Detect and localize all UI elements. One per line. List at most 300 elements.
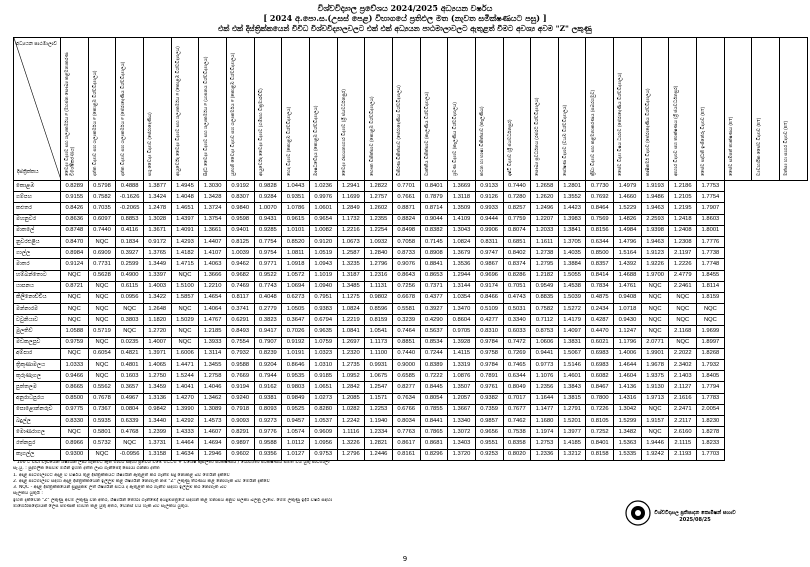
z-score-cell: 1.5857 [171, 292, 199, 303]
column-header [254, 38, 282, 181]
z-score-cell: 0.7440 [88, 225, 116, 236]
z-score-cell: 0.4277 [475, 315, 503, 326]
z-score-cell: 0.9124 [61, 259, 89, 270]
z-score-cell: 0.9753 [309, 449, 337, 460]
z-score-cell: NQC [116, 326, 144, 337]
z-score-cell: NQC [171, 270, 199, 281]
z-score-cell: NQC [697, 315, 725, 326]
z-score-cell: 1.0572 [282, 270, 310, 281]
z-score-cell: 0.8159 [365, 315, 393, 326]
z-score-cell: 0.9441 [531, 348, 559, 359]
z-score-cell: 1.2791 [558, 404, 586, 415]
column-header-label: සෞඛ්‍ය ප්‍රවර්ධනය (රජරට විශ්වවිද්‍යාලය) [534, 97, 540, 176]
z-score-cell: 1.4109 [448, 214, 476, 225]
z-score-cell: 1.0127 [282, 449, 310, 460]
z-score-cell: 1.7783 [697, 393, 725, 404]
z-score-cell: 1.2186 [669, 181, 697, 192]
z-score-cell: 1.2195 [669, 203, 697, 214]
z-score-cell: 1.4607 [199, 427, 227, 438]
z-score-cell: 1.3226 [337, 438, 365, 449]
z-score-cell: NQC [669, 337, 697, 348]
z-score-cell: -0.0956 [116, 449, 144, 460]
z-score-cell: 1.8268 [697, 348, 725, 359]
z-score-cell: 0.9382 [475, 393, 503, 404]
z-score-cell: 1.2496 [531, 203, 559, 214]
z-score-cell: 0.9840 [226, 203, 254, 214]
z-score-cell: 0.7222 [420, 371, 448, 382]
table-row [14, 281, 808, 292]
z-score-cell: 1.8114 [697, 281, 725, 292]
z-score-cell: 0.9867 [475, 259, 503, 270]
z-score-cell: 1.3671 [143, 225, 171, 236]
z-score-cell: NQC [641, 404, 669, 415]
z-score-cell: 0.6344 [503, 371, 531, 382]
z-score-cell: 1.1116 [337, 427, 365, 438]
z-score-cell: 0.9044 [420, 214, 448, 225]
z-score-cell: 0.9284 [254, 192, 282, 203]
table-row [14, 192, 808, 203]
z-score-cell: 0.8908 [420, 248, 448, 259]
z-score-cell: 1.3765 [143, 248, 171, 259]
z-score-cell: 0.5719 [88, 326, 116, 337]
corner-diagonal [14, 38, 61, 180]
z-score-cell: 1.2334 [365, 427, 393, 438]
z-score-cell: 1.2105 [669, 192, 697, 203]
z-score-cell: 1.0918 [282, 259, 310, 270]
table-row [14, 214, 808, 225]
z-score-cell: 0.7754 [254, 236, 282, 247]
z-score-cell: 1.2796 [365, 259, 393, 270]
z-score-cell: 0.9444 [475, 214, 503, 225]
column-header-label: දන්ත විද්‍යාව සහ ශල්‍යකර්මය # (පේරාදෙණිය විශ්වවිද්‍යාලය) [119, 61, 125, 176]
z-score-cell: 0.7367 [88, 404, 116, 415]
z-score-cell: 0.8596 [365, 304, 393, 315]
table-row [14, 371, 808, 382]
column-header-label: ආහාර විද්‍යාව සහ තාක්ෂණය (ශ්‍රී ජයවර්ධනපුර) [672, 85, 678, 176]
footnote-line: * 100 ට වඩා වැඩියෙන් ශිෂ්‍යයන් ලබා ගැනීමට ඇති මාර්ග සඳහා ප්‍රවේශ වීමේ මට්ටම # විශේෂ කුසලතා පරීක්ෂණය / යෝග්‍යතා පරීක්ෂණය සමත් විය යුතු පාඨමාලා [13, 460, 330, 465]
z-score-cell: 1.2840 [365, 248, 393, 259]
z-score-cell: 0.6983 [586, 360, 614, 371]
z-score-cell: 1.1940 [365, 415, 393, 426]
z-score-cell: 1.4107 [199, 248, 227, 259]
z-score-cell: 1.3043 [448, 225, 476, 236]
column-header-label: විකිරණ චිකිත්සාව (පේරාදෙණිය විශ්වවිද්‍යාලය) [396, 85, 402, 176]
header-line-1: විශ්වවිද්‍යාල ප්‍රවේශය 2024/2025 අධ්‍යයන වර්ෂය [317, 3, 493, 13]
z-score-cell: 0.6054 [88, 348, 116, 359]
z-score-cell: 1.0694 [282, 281, 310, 292]
district-cell: අනුරාධපුරය [14, 393, 61, 404]
z-score-cell: 0.9656 [475, 427, 503, 438]
z-score-cell: 0.8401 [420, 181, 448, 192]
column-header [586, 38, 614, 181]
z-score-cell: 1.4270 [171, 393, 199, 404]
footnote-line: 3. NQC - අදාළ දිස්ත්‍රික්කයෙන් සුදුසුකම් ලත් ශිෂ්‍යයින් සිටිය ද ඇතුළත් කර ගැනීම සඳහා ඉල්ලුම් කර නොමැති බව [13, 485, 227, 491]
z-score-cell: 1.3933 [199, 337, 227, 348]
z-score-cell: 0.4801 [116, 360, 144, 371]
z-score-cell: 1.4634 [171, 449, 199, 460]
z-score-cell: NQC [61, 315, 89, 326]
z-score-cell: 1.7703 [697, 449, 725, 460]
z-score-cell: 0.9598 [226, 214, 254, 225]
z-score-cell: 0.9897 [226, 438, 254, 449]
official-seal-icon [625, 500, 651, 526]
z-score-cell: 0.9525 [282, 404, 310, 415]
z-score-cell: 0.8636 [61, 214, 89, 225]
column-header [780, 38, 808, 181]
z-score-cell: 1.0574 [282, 427, 310, 438]
z-score-cell: 0.4290 [420, 315, 448, 326]
z-score-cell: 1.9193 [641, 181, 669, 192]
z-score-cell: 0.7855 [420, 404, 448, 415]
z-score-cell: 1.0443 [282, 181, 310, 192]
z-score-cell: 1.2801 [558, 181, 586, 192]
z-score-cell: 0.7026 [282, 326, 310, 337]
z-score-cell: 2.0771 [641, 337, 669, 348]
z-score-cell: 0.8105 [586, 415, 614, 426]
z-score-cell: 0.9192 [226, 181, 254, 192]
z-score-cell: 1.8159 [697, 292, 725, 303]
z-score-cell: 2.0054 [697, 404, 725, 415]
z-score-cell: 1.4041 [171, 382, 199, 393]
column-header [752, 38, 780, 181]
column-header [143, 38, 171, 181]
z-score-cell: 0.8049 [503, 382, 531, 393]
z-score-cell: 0.8289 [61, 181, 89, 192]
column-header [669, 38, 697, 181]
z-score-cell: 1.7776 [697, 236, 725, 247]
z-score-cell: 0.8280 [309, 404, 337, 415]
z-score-cell: 0.8296 [420, 449, 448, 460]
z-score-cell: 0.6851 [503, 236, 531, 247]
z-score-cell: 1.2478 [143, 203, 171, 214]
table-row [14, 360, 808, 371]
z-score-cell: 0.8402 [503, 248, 531, 259]
z-score-cell: 0.4470 [586, 326, 614, 337]
district-cell: කෑගල්ල [14, 449, 61, 460]
column-header [309, 38, 337, 181]
z-score-cell: 1.3679 [448, 248, 476, 259]
z-score-cell: 1.3158 [143, 449, 171, 460]
z-score-cell: 1.8455 [697, 270, 725, 281]
z-score-cell: 1.1076 [531, 371, 559, 382]
z-score-cell: 1.2085 [337, 393, 365, 404]
z-score-cell: 1.0333 [61, 360, 89, 371]
z-score-cell: 1.2254 [365, 225, 393, 236]
z-score-cell: 1.4688 [614, 270, 642, 281]
z-score-cell: 0.8841 [420, 259, 448, 270]
z-score-cell: 0.9285 [254, 225, 282, 236]
z-score-cell: 0.8984 [61, 248, 89, 259]
z-score-cell: 0.4821 [116, 348, 144, 359]
z-score-cell: 1.0082 [309, 225, 337, 236]
z-score-cell: 1.3731 [143, 438, 171, 449]
z-score-cell: NQC [88, 236, 116, 247]
z-score-cell: 1.3144 [448, 281, 476, 292]
z-score-cell: 1.3843 [558, 382, 586, 393]
z-score-cell: 1.9446 [641, 438, 669, 449]
z-score-cell: 0.3823 [254, 315, 282, 326]
z-score-cell: 1.2336 [531, 449, 559, 460]
z-score-cell: NQC [669, 292, 697, 303]
z-score-cell: 0.7800 [586, 393, 614, 404]
z-score-cell: 0.8493 [226, 326, 254, 337]
z-score-cell: 0.9549 [531, 281, 559, 292]
z-score-cell: 0.7359 [475, 404, 503, 415]
column-header [475, 38, 503, 181]
z-score-cell: 1.8001 [697, 225, 725, 236]
z-score-cell: 1.9463 [641, 236, 669, 247]
z-score-cell: 0.9401 [226, 225, 254, 236]
table-body [14, 181, 808, 461]
z-score-cell: 0.9776 [254, 427, 282, 438]
z-score-cell: 0.7879 [420, 192, 448, 203]
z-score-cell: 1.3928 [448, 337, 476, 348]
z-score-cell: 0.8871 [392, 203, 420, 214]
z-score-cell: 0.8467 [586, 382, 614, 393]
z-score-cell: NQC [88, 315, 116, 326]
z-score-cell: 0.8835 [531, 292, 559, 303]
z-score-cell: 0.9609 [309, 427, 337, 438]
z-score-cell: 1.9486 [641, 192, 669, 203]
z-score-cell: 0.7472 [503, 337, 531, 348]
z-score-cell: 1.0841 [337, 326, 365, 337]
district-cell: ගම්පහ [14, 192, 61, 203]
z-score-cell: 0.9000 [392, 360, 420, 371]
column-header [448, 38, 476, 181]
z-score-cell: 1.4397 [171, 214, 199, 225]
z-score-cell: 0.9754 [254, 248, 282, 259]
z-score-cell: 1.0310 [309, 360, 337, 371]
z-score-cell: 0.0956 [116, 292, 144, 303]
z-score-cell: 0.8441 [420, 415, 448, 426]
z-score-cell: 0.3340 [503, 315, 531, 326]
z-score-cell: 0.3927 [420, 304, 448, 315]
z-score-cell: 0.9759 [61, 337, 89, 348]
z-score-cell: 1.3072 [448, 427, 476, 438]
z-score-cell: 1.0824 [448, 236, 476, 247]
z-score-cell: 1.2658 [531, 181, 559, 192]
z-score-cell: 0.9172 [143, 236, 171, 247]
z-score-cell: 0.9696 [475, 270, 503, 281]
z-score-cell: 1.7907 [697, 203, 725, 214]
z-score-cell: 0.7865 [420, 427, 448, 438]
z-score-cell: NQC [697, 304, 725, 315]
z-score-cell: 1.8405 [697, 371, 725, 382]
z-score-cell: 1.2758 [199, 371, 227, 382]
z-score-cell: 1.1699 [337, 192, 365, 203]
district-cell: වවුනියාව [14, 315, 61, 326]
z-score-cell: 0.8374 [503, 259, 531, 270]
z-score-cell: 2.6160 [669, 427, 697, 438]
z-score-cell: NQC [641, 304, 669, 315]
z-score-cell: 0.7582 [531, 304, 559, 315]
z-score-cell: 0.8286 [503, 270, 531, 281]
z-score-cell: 1.2602 [365, 203, 393, 214]
z-score-cell: 0.9758 [475, 348, 503, 359]
district-cell: මාතර [14, 259, 61, 270]
district-cell: මාතලේ [14, 225, 61, 236]
z-score-cell: 1.2308 [669, 236, 697, 247]
z-score-cell: 1.9463 [641, 203, 669, 214]
z-score-cell: 1.4694 [199, 438, 227, 449]
z-score-cell: NQC [116, 304, 144, 315]
table-row [14, 337, 808, 348]
district-cell: කුරුණෑගල [14, 371, 61, 382]
z-score-cell: 1.4826 [614, 214, 642, 225]
z-score-cell: -0.1626 [116, 192, 144, 203]
column-header-label: වෛද්‍ය රසායනාගාර විද්‍යාව (ශ්‍රී ජයවර්ධනපුර) [340, 89, 346, 176]
z-score-cell: 1.0505 [282, 304, 310, 315]
z-score-cell: NQC [171, 337, 199, 348]
z-score-cell: 0.7678 [88, 393, 116, 404]
z-score-cell: 0.8382 [420, 225, 448, 236]
z-score-cell: 1.3754 [199, 214, 227, 225]
column-header [614, 38, 642, 181]
z-score-cell: 0.8311 [475, 236, 503, 247]
z-score-cell: NQC [88, 360, 116, 371]
z-score-cell: 1.0354 [448, 292, 476, 303]
z-score-cell: 0.7017 [503, 393, 531, 404]
z-score-cell: 1.0601 [309, 203, 337, 214]
table-row [14, 393, 808, 404]
z-score-cell: 1.3136 [143, 393, 171, 404]
z-score-cell: 0.6291 [226, 315, 254, 326]
z-score-cell: 1.2408 [669, 225, 697, 236]
z-score-cell: 0.8646 [282, 360, 310, 371]
z-score-cell: 0.1603 [116, 371, 144, 382]
table-row [14, 259, 808, 270]
z-score-cell: 1.8230 [697, 415, 725, 426]
column-header [116, 38, 144, 181]
table-row [14, 348, 808, 359]
z-score-cell: 0.8074 [503, 225, 531, 236]
z-score-cell: 0.0804 [116, 404, 144, 415]
table-row [14, 304, 808, 315]
z-score-cell: 0.8604 [448, 315, 476, 326]
z-score-cell: 1.3990 [171, 404, 199, 415]
z-score-cell: 0.8653 [420, 270, 448, 281]
z-score-cell: NQC [641, 292, 669, 303]
z-score-cell: 0.7951 [309, 292, 337, 303]
z-score-cell: 0.7280 [503, 192, 531, 203]
z-score-cell: 0.8239 [254, 348, 282, 359]
z-score-cell: 0.8020 [503, 449, 531, 460]
z-score-cell: 0.8464 [586, 203, 614, 214]
z-score-cell: 0.8500 [61, 393, 89, 404]
z-score-cell: NQC [88, 371, 116, 382]
column-header [724, 38, 752, 181]
footnote-line: සැ.යු. : පුද්ගලික සෙවීම් මගින් ඉහත දත්ත ලබා ගැනීමේදී සොයා ගන්නා දත්ත [13, 466, 160, 472]
column-header-label: හෙද විද්‍යාව (කොළඹ විශ්වවිද්‍යාලය) [285, 106, 291, 176]
z-score-cell: 0.9828 [254, 181, 282, 192]
z-score-cell: NQC [61, 292, 89, 303]
z-score-cell: 0.7692 [586, 192, 614, 203]
z-score-cell: 0.9408 [614, 292, 642, 303]
z-score-cell: 0.5637 [420, 326, 448, 337]
z-score-cell: 1.1820 [143, 315, 171, 326]
z-score-cell: 1.5067 [558, 348, 586, 359]
z-score-cell: 1.5299 [614, 415, 642, 426]
z-score-cell: 1.0786 [282, 203, 310, 214]
z-score-cell: 1.2735 [337, 360, 365, 371]
table-row [14, 248, 808, 259]
z-score-cell: 1.0606 [531, 337, 559, 348]
z-score-cell: 1.8997 [697, 337, 725, 348]
z-score-cell: 0.9273 [254, 415, 282, 426]
column-header [226, 38, 254, 181]
z-score-cell: 0.7464 [392, 326, 420, 337]
z-score-cell: 1.8233 [697, 438, 725, 449]
z-score-cell: 1.4979 [614, 181, 642, 192]
z-score-cell: 1.0876 [448, 371, 476, 382]
column-header-label: පෝෂණ විද්‍යාව (වයඹ විශ්වවිද්‍යාලය) [562, 104, 568, 176]
z-score-cell: 1.4333 [171, 427, 199, 438]
z-score-cell: 1.2182 [531, 270, 559, 281]
z-score-cell: 0.2599 [116, 259, 144, 270]
z-score-cell: 0.8681 [420, 438, 448, 449]
z-score-cell: 0.7730 [586, 181, 614, 192]
z-score-cell: 1.5029 [171, 315, 199, 326]
z-score-cell: 0.8358 [503, 438, 531, 449]
district-cell: හම්බන්තොට [14, 270, 61, 281]
z-score-cell: 0.7058 [392, 236, 420, 247]
column-header-label: යුනානි වෛද්‍ය විද්‍යාව සහ ශල්‍යකර්මය # (කොළඹ විශ්වවිද්‍යාලය) [230, 52, 236, 176]
z-score-cell: 0.9162 [254, 382, 282, 393]
z-score-cell: 0.6021 [586, 337, 614, 348]
z-score-cell: 1.5039 [558, 292, 586, 303]
column-header [697, 38, 725, 181]
z-score-cell: 1.4115 [448, 348, 476, 359]
district-cell: මොණරාගල [14, 427, 61, 438]
z-score-table [13, 37, 808, 461]
z-score-cell: 0.7226 [586, 404, 614, 415]
z-score-cell: 0.7469 [226, 281, 254, 292]
z-score-cell: 0.3927 [116, 248, 144, 259]
z-score-cell: 1.9398 [641, 225, 669, 236]
z-score-cell: NQC [171, 326, 199, 337]
z-score-cell: 1.9226 [641, 259, 669, 270]
z-score-cell: 2.1168 [669, 326, 697, 337]
z-score-cell: 0.7244 [420, 348, 448, 359]
z-score-cell: 1.1732 [337, 214, 365, 225]
z-score-cell: 1.3212 [558, 449, 586, 460]
z-score-cell: 0.8966 [61, 438, 89, 449]
z-score-cell: 1.2320 [337, 348, 365, 359]
z-score-cell: 0.5562 [88, 382, 116, 393]
z-score-cell: 1.0101 [282, 225, 310, 236]
z-score-cell: 1.3089 [199, 404, 227, 415]
z-score-cell: 0.6983 [586, 348, 614, 359]
z-score-cell: 1.3440 [143, 415, 171, 426]
z-score-cell: NQC [641, 281, 669, 292]
table-row [14, 270, 808, 281]
z-score-cell: 1.2738 [531, 248, 559, 259]
table-row [14, 315, 808, 326]
column-header [282, 38, 310, 181]
district-cell: යාපනය [14, 281, 61, 292]
header-line-3: එක් එක් දිස්ත්‍රික්කයෙන් විවිධ විශ්වවිද්‍යාලවලට එක් එක් අධ්‍යයන පාඨමාලාවලට ඇතුළත් වීමට අවශ්‍ය අවම "Z" ලකුණු [218, 24, 592, 33]
column-header-label: ජෛව සම්පත් තාක්ෂණය (ET) [728, 116, 734, 176]
z-score-cell: 0.9784 [475, 360, 503, 371]
z-score-cell: 0.7440 [503, 181, 531, 192]
z-score-cell: 0.8125 [226, 236, 254, 247]
column-header-label: ජෛව පද්ධති ඉංජිනේරු විද්‍යාව (ET) [700, 106, 706, 176]
z-score-cell: 1.3666 [199, 270, 227, 281]
z-score-cell: 1.3552 [558, 192, 586, 203]
footnote-line: මාර්ගෝපදේශයක් ලෙස පමණක් භාවිත කළ යුතු අතර, වෙනස් විය හැකි බව සැලකිය යුතුය. [13, 504, 190, 510]
z-score-cell: 0.4048 [254, 292, 282, 303]
z-score-cell: 0.9351 [282, 192, 310, 203]
